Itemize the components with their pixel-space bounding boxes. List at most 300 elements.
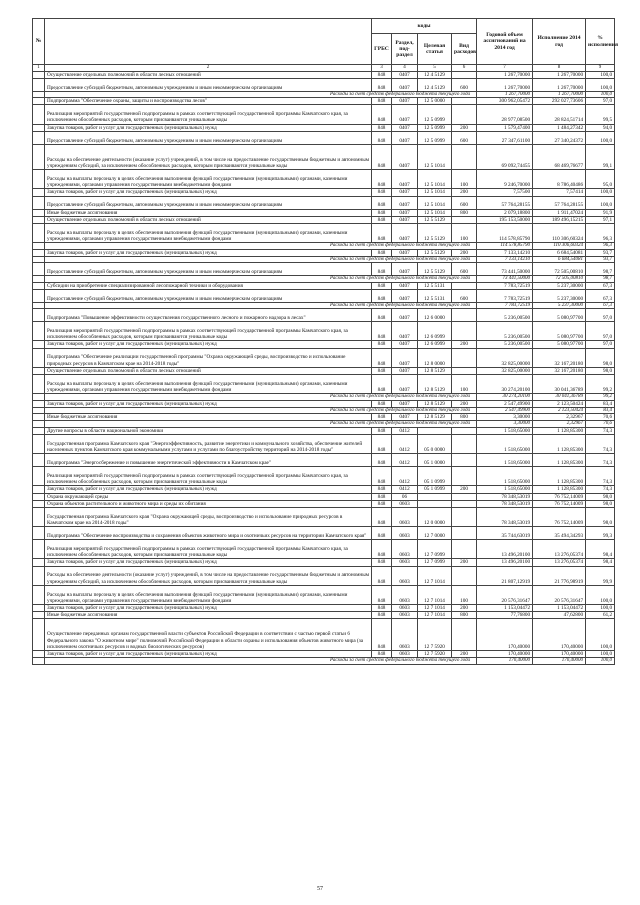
column-number-row	[33, 65, 615, 72]
expense-type-code: 800	[452, 612, 477, 619]
section-code: 0407	[392, 124, 418, 131]
percent-value: 100,0	[586, 71, 615, 78]
percent-value: 94,0	[586, 124, 615, 131]
percent-value: 100,0	[586, 196, 615, 209]
grbs-code: 848	[372, 131, 392, 144]
percent-value: 96,3	[586, 223, 615, 242]
plan-amount: 1 518,65000	[477, 467, 533, 486]
fact-amount: 1 153,04472	[533, 604, 586, 611]
fact-amount: 6 684,54081	[533, 249, 586, 256]
expense-name: Государственная программа Камчатского края "Энергоэффективность, развитие энергетики и коммунального хозяйства, обеспечение жителей населенных пунктов Камчатского края коммунальными услугами и услугами по благоустройству территорий на 2014-2018 годы"	[45, 435, 372, 454]
section-code: 0407	[392, 374, 418, 393]
expense-name: Субсидии на приобретение специализированной лесопожарной техники и оборудования	[45, 282, 372, 289]
fact-amount: 21 776,98919	[533, 566, 586, 585]
page-number: 57	[317, 886, 323, 892]
section-code: 0407	[392, 249, 418, 256]
table-row	[33, 527, 615, 540]
row-num-cell	[33, 507, 45, 526]
target-article-code: 12 7 0000	[418, 527, 452, 540]
target-article-code: 12 7 5920	[418, 650, 452, 657]
col-number: 9	[586, 65, 615, 72]
col-number: 5	[418, 65, 452, 72]
grbs-code: 848	[372, 585, 392, 604]
expense-type-code	[452, 500, 477, 507]
row-num-cell	[33, 348, 45, 367]
target-article-code	[418, 427, 452, 434]
expense-name: Закупка товаров, работ и услуг для государственных (муниципальных) нужд	[45, 124, 372, 131]
expense-type-code	[452, 493, 477, 500]
plan-amount: 35 744,63019	[477, 527, 533, 540]
expense-type-code: 100	[452, 223, 477, 242]
expense-type-code: 600	[452, 263, 477, 276]
row-num-cell	[33, 527, 45, 540]
section-code: 0407	[392, 71, 418, 78]
target-article-code: 12 7 0999	[418, 559, 452, 566]
table-row	[33, 209, 615, 216]
header-num: №	[33, 19, 45, 65]
percent-value: 99,9	[586, 566, 615, 585]
plan-amount: 32 825,00000	[477, 348, 533, 367]
percent-value: 99,5	[586, 105, 615, 124]
table-row	[33, 282, 615, 289]
plan-amount: 3,30000	[477, 414, 533, 421]
note-label: Расходы за счет средств федерального бюджета текущего года	[45, 91, 477, 97]
table-row	[33, 263, 615, 276]
expense-type-code	[452, 309, 477, 322]
plan-amount: 114 578,85790	[477, 223, 533, 242]
plan-amount: 170,40000	[477, 650, 533, 657]
percent-value: 74,3	[586, 435, 615, 454]
plan-amount: 1 267,70000	[477, 91, 533, 97]
table-row	[33, 223, 615, 242]
table-row	[33, 493, 615, 500]
fact-amount: 32 167,20180	[533, 367, 586, 374]
expense-type-code	[452, 427, 477, 434]
percent-value: 93,7	[586, 256, 615, 262]
expense-type-code	[452, 348, 477, 367]
target-article-code: 12 7 1014	[418, 612, 452, 619]
grbs-code: 848	[372, 170, 392, 189]
fact-amount: 35 494,34293	[533, 527, 586, 540]
plan-amount: 27 347,61100	[477, 131, 533, 144]
fact-amount: 1 128,85300	[533, 435, 586, 454]
grbs-code: 848	[372, 196, 392, 209]
plan-amount: 5 236,00500	[477, 309, 533, 322]
percent-value: 98,4	[586, 559, 615, 566]
expense-name: Закупка товаров, работ и услуг для государственных (муниципальных) нужд	[45, 189, 372, 196]
fact-amount: 13 276,05374	[533, 540, 586, 559]
expense-name: Расходы на выплаты персоналу в целях обеспечения выполнения функций государственными (муниципальными) органами, казенными учреждениями, органами управления государственными внебюджетными фондами	[45, 374, 372, 393]
plan-amount: 2 079,18800	[477, 209, 533, 216]
grbs-code: 848	[372, 527, 392, 540]
percent-value: 100,0	[586, 658, 615, 664]
table-row	[33, 540, 615, 559]
fact-amount: 1 128,85300	[533, 467, 586, 486]
expense-name: Предоставление субсидий бюджетным, автономным учреждениям и иным некоммерческим организациям	[45, 263, 372, 276]
grbs-code: 848	[372, 98, 392, 105]
grbs-code: 848	[372, 144, 392, 169]
section-code: 0407	[392, 414, 418, 421]
percent-value: 100,0	[586, 131, 615, 144]
grbs-code: 848	[372, 124, 392, 131]
expense-name: Закупка товаров, работ и услуг для государственных (муниципальных) нужд	[45, 341, 372, 348]
expense-name: Закупка товаров, работ и услуг для государственных (муниципальных) нужд	[45, 249, 372, 256]
grbs-code: 848	[372, 223, 392, 242]
grbs-code: 848	[372, 78, 392, 91]
target-article-code: 12 5 1014	[418, 209, 452, 216]
fact-amount: 5 080,97700	[533, 309, 586, 322]
section-code: 0412	[392, 486, 418, 493]
target-article-code: 12 7 5920	[418, 619, 452, 651]
plan-amount: 30 274,20100	[477, 374, 533, 393]
section-code: 0407	[392, 263, 418, 276]
expense-type-code: 200	[452, 249, 477, 256]
plan-amount: 13 496,20100	[477, 559, 533, 566]
section-code: 0603	[392, 527, 418, 540]
table-row	[33, 400, 615, 407]
percent-value: 98,0	[586, 493, 615, 500]
fact-amount: 5 237,30000	[533, 289, 586, 302]
grbs-code: 848	[372, 427, 392, 434]
expense-name: Реализация мероприятий государственной подпрограммы в рамках соответствующей государственной программы Камчатского края, за исключением обособленных расходов, которым присваиваются уникальные коды	[45, 540, 372, 559]
expense-type-code: 800	[452, 414, 477, 421]
row-num-cell	[33, 124, 45, 131]
expense-name: Охрана окружающей среды	[45, 493, 372, 500]
percent-value: 67,3	[586, 282, 615, 289]
plan-amount: 69 092,74455	[477, 144, 533, 169]
expense-name: Расходы на выплаты персоналу в целях обеспечения выполнения функций государственными (муниципальными) органами, казенными учреждениями, органами управления государственными внебюджетными фондами	[45, 170, 372, 189]
fact-amount: 2,32967	[533, 421, 586, 427]
table-row	[33, 374, 615, 393]
row-num-cell	[33, 500, 45, 507]
percent-value: 98,0	[586, 500, 615, 507]
col-number: 8	[533, 65, 586, 72]
fact-amount: 1 128,85300	[533, 454, 586, 467]
percent-value: 98,0	[586, 348, 615, 367]
target-article-code: 12 7 1014	[418, 585, 452, 604]
table-row	[33, 341, 615, 348]
table-row	[33, 170, 615, 189]
row-num-cell	[33, 71, 45, 78]
grbs-code: 848	[372, 348, 392, 367]
table-row	[33, 348, 615, 367]
grbs-code: 848	[372, 341, 392, 348]
expense-name: Иные бюджетные ассигнования	[45, 612, 372, 619]
grbs-code: 848	[372, 507, 392, 526]
row-num-cell	[33, 322, 45, 341]
section-code: 0412	[392, 454, 418, 467]
fact-amount: 76 752,14009	[533, 493, 586, 500]
target-article-code: 12 8 5129	[418, 374, 452, 393]
percent-value: 100,0	[586, 604, 615, 611]
section-code: 0407	[392, 289, 418, 302]
target-article-code: 12 7 1014	[418, 604, 452, 611]
row-num-cell	[33, 486, 45, 493]
plan-amount: 21 807,12919	[477, 566, 533, 585]
percent-value: 99,3	[586, 527, 615, 540]
percent-value: 99,2	[586, 374, 615, 393]
section-code: 0603	[392, 619, 418, 651]
percent-value: 100,0	[586, 78, 615, 91]
expense-name: Закупка товаров, работ и услуг для государственных (муниципальных) нужд	[45, 650, 372, 657]
target-article-code: 12 5 0999	[418, 105, 452, 124]
row-num-cell	[33, 367, 45, 374]
note-label: Расходы за счет средств федерального бюджета текущего года	[45, 394, 477, 400]
col-number: 1	[33, 65, 45, 72]
percent-value: 95,0	[586, 170, 615, 189]
grbs-code: 848	[372, 414, 392, 421]
expense-name: Подпрограмма "Повышение эффективности осуществления государственного лесного и пожарного надзора в лесах"	[45, 309, 372, 322]
expense-name: Осуществление переданных органам государственной власти субъектов Российской Федерации в соответствии с частью первой статьи 6 Федерального закона "О животном мире" полномочий Российской Федерации в области охраны и использования объектов животного мира (за исключением охотничьих ресурсов и водных биологических ресурсов)	[45, 619, 372, 651]
expense-type-code	[452, 367, 477, 374]
plan-amount: 2 547,49900	[477, 400, 533, 407]
target-article-code: 12 5 5131	[418, 289, 452, 302]
grbs-code: 848	[372, 619, 392, 651]
target-article-code: 12 5 1014	[418, 196, 452, 209]
row-num-cell	[33, 249, 45, 256]
plan-amount: 170,40000	[477, 619, 533, 651]
col-number: 6	[452, 65, 477, 72]
table-row	[33, 144, 615, 169]
fact-amount: 170,40000	[533, 650, 586, 657]
row-num-cell	[33, 189, 45, 196]
target-article-code: 12 5 0999	[418, 124, 452, 131]
target-article-code: 05 1 0000	[418, 454, 452, 467]
fact-amount: 189 496,15215	[533, 216, 586, 223]
row-num-cell	[33, 658, 45, 664]
note-label: Расходы за счет средств федерального бюджета текущего года	[45, 256, 477, 262]
row-num-cell	[33, 400, 45, 407]
percent-value: 100,0	[586, 650, 615, 657]
expense-name: Подпрограмма "Обеспечение реализации государственной программы "Охрана окружающей среды, воспроизводство и использование природных ресурсов в Камчатском крае на 2014-2018 годы"	[45, 348, 372, 367]
target-article-code: 12 0 0000	[418, 507, 452, 526]
target-article-code	[418, 500, 452, 507]
expense-type-code: 200	[452, 124, 477, 131]
percent-value: 74,3	[586, 486, 615, 493]
grbs-code: 848	[372, 216, 392, 223]
expense-name: Осуществление отдельных полномочий в области лесных отношений	[45, 216, 372, 223]
note-label: Расходы за счет средств федерального бюджета текущего года	[45, 421, 477, 427]
section-code: 0603	[392, 540, 418, 559]
expense-name: Закупка товаров, работ и услуг для государственных (муниципальных) нужд	[45, 559, 372, 566]
fact-amount: 30 041,36789	[533, 394, 586, 400]
fact-amount: 47,62800	[533, 612, 586, 619]
expense-type-code	[452, 71, 477, 78]
expense-name: Предоставление субсидий бюджетным, автономным учреждениям и иным некоммерческим организациям	[45, 196, 372, 209]
section-code: 0603	[392, 507, 418, 526]
row-num-cell	[33, 559, 45, 566]
plan-amount: 7 783,72519	[477, 302, 533, 308]
expense-type-code	[452, 144, 477, 169]
target-article-code: 12 8 0000	[418, 348, 452, 367]
note-label: Расходы за счет средств федерального бюджета текущего года	[45, 302, 477, 308]
fact-amount: 2 123,50424	[533, 407, 586, 413]
section-code: 0407	[392, 322, 418, 341]
expense-name: Предоставление субсидий бюджетным, автономным учреждениям и иным некоммерческим организациям	[45, 289, 372, 302]
expense-name: Иные бюджетные ассигнования	[45, 414, 372, 421]
expense-type-code: 200	[452, 189, 477, 196]
row-num-cell	[33, 170, 45, 189]
section-code: 0407	[392, 170, 418, 189]
fact-amount: 7,57414	[533, 189, 586, 196]
fact-amount: 30 041,36789	[533, 374, 586, 393]
grbs-code: 848	[372, 604, 392, 611]
row-num-cell	[33, 585, 45, 604]
section-code: 0603	[392, 500, 418, 507]
plan-amount: 9 246,70000	[477, 170, 533, 189]
grbs-code: 848	[372, 71, 392, 78]
fact-amount: 5 080,97700	[533, 341, 586, 348]
table-row	[33, 249, 615, 256]
row-num-cell	[33, 619, 45, 651]
grbs-code: 848	[372, 454, 392, 467]
table-row	[33, 216, 615, 223]
percent-value: 98,4	[586, 540, 615, 559]
grbs-code: 848	[372, 289, 392, 302]
row-num-cell	[33, 467, 45, 486]
fact-amount: 5 237,30000	[533, 282, 586, 289]
grbs-code: 848	[372, 374, 392, 393]
grbs-code: 848	[372, 566, 392, 585]
row-num-cell	[33, 289, 45, 302]
plan-amount: 1 518,65000	[477, 454, 533, 467]
table-row	[33, 289, 615, 302]
section-code: 0603	[392, 585, 418, 604]
grbs-code: 848	[372, 559, 392, 566]
expense-type-code: 200	[452, 341, 477, 348]
grbs-code: 848	[372, 467, 392, 486]
section-code: 0603	[392, 566, 418, 585]
table-row	[33, 309, 615, 322]
percent-value: 91,9	[586, 209, 615, 216]
row-num-cell	[33, 435, 45, 454]
plan-amount: 1 267,70000	[477, 78, 533, 91]
fact-amount: 57 764,28155	[533, 196, 586, 209]
table-row	[33, 427, 615, 434]
target-article-code: 12 5 0999	[418, 131, 452, 144]
section-code: 0407	[392, 341, 418, 348]
expense-name: Расходы на обеспечение деятельности (оказание услуг) учреждений, в том числе на предоставление государственным бюджетным и автономным учреждениям субсидий, за исключением обособленных расходов, которым присваиваются уникальные коды	[45, 566, 372, 585]
col-number: 3	[372, 65, 392, 72]
expense-type-code: 600	[452, 131, 477, 144]
section-code: 0407	[392, 223, 418, 242]
expense-name: Другие вопросы в области национальной экономики	[45, 427, 372, 434]
row-num-cell	[33, 78, 45, 91]
percent-value: 97,1	[586, 216, 615, 223]
fact-amount: 1 128,85300	[533, 427, 586, 434]
percent-value: 100,0	[586, 585, 615, 604]
target-article-code: 12 4 5129	[418, 71, 452, 78]
plan-amount: 28 977,08500	[477, 105, 533, 124]
row-num-cell	[33, 196, 45, 209]
row-num-cell	[33, 604, 45, 611]
fact-amount: 110 306,60324	[533, 243, 586, 249]
expense-type-code: 200	[452, 559, 477, 566]
grbs-code: 848	[372, 367, 392, 374]
row-num-cell	[33, 454, 45, 467]
fact-amount: 5 237,30000	[533, 302, 586, 308]
grbs-code: 848	[372, 650, 392, 657]
percent-value: 99,1	[586, 144, 615, 169]
grbs-code: 848	[372, 540, 392, 559]
section-code: 0407	[392, 282, 418, 289]
fact-amount: 72 505,00810	[533, 263, 586, 276]
target-article-code: 12 4 5129	[418, 78, 452, 91]
fact-amount: 1 267,70000	[533, 91, 586, 97]
table-row	[33, 619, 615, 651]
plan-amount: 1 579,47400	[477, 124, 533, 131]
fact-amount: 76 752,14009	[533, 500, 586, 507]
plan-amount: 300 962,05472	[477, 98, 533, 105]
table-body	[33, 71, 615, 664]
row-num-cell	[33, 216, 45, 223]
section-code: 0603	[392, 650, 418, 657]
expense-type-code	[452, 98, 477, 105]
target-article-code: 12 5 1014	[418, 170, 452, 189]
table-row	[33, 196, 615, 209]
fact-amount: 2 123,50424	[533, 400, 586, 407]
expense-name: Предоставление субсидий бюджетным, автономным учреждениям и иным некоммерческим организациям	[45, 78, 372, 91]
fact-amount: 1 911,47024	[533, 209, 586, 216]
percent-value: 98,0	[586, 507, 615, 526]
grbs-code: 848	[372, 249, 392, 256]
expense-type-code: 200	[452, 400, 477, 407]
expense-type-code: 600	[452, 289, 477, 302]
section-code: 0407	[392, 196, 418, 209]
expense-name: Иные бюджетные ассигнования	[45, 209, 372, 216]
fact-amount: 8 786,40486	[533, 170, 586, 189]
fact-amount: 13 276,05374	[533, 559, 586, 566]
plan-amount: 5 236,00500	[477, 322, 533, 341]
expense-type-code: 800	[452, 209, 477, 216]
expense-name: Подпрограмма "Обеспечение воспроизводства и сохранения объектов животного мира и охотничьих ресурсов на территории Камчатского края"	[45, 527, 372, 540]
expense-type-code	[452, 435, 477, 454]
section-code: 0603	[392, 604, 418, 611]
percent-value: 67,3	[586, 302, 615, 308]
percent-value: 93,7	[586, 249, 615, 256]
percent-value: 74,3	[586, 454, 615, 467]
expense-name: Закупка товаров, работ и услуг для государственных (муниципальных) нужд	[45, 604, 372, 611]
target-article-code: 12 5 1014	[418, 189, 452, 196]
percent-value: 98,7	[586, 276, 615, 282]
table-row	[33, 559, 615, 566]
percent-value: 100,0	[586, 189, 615, 196]
section-code: 0407	[392, 348, 418, 367]
row-num-cell	[33, 612, 45, 619]
grbs-code: 848	[372, 263, 392, 276]
percent-value: 98,7	[586, 263, 615, 276]
plan-amount: 30 274,20100	[477, 394, 533, 400]
percent-value: 83,4	[586, 400, 615, 407]
row-num-cell	[33, 105, 45, 124]
header-grbs: ГРБС	[372, 34, 392, 65]
section-code: 0407	[392, 400, 418, 407]
expense-type-code: 200	[452, 486, 477, 493]
expense-type-code: 200	[452, 604, 477, 611]
fact-amount: 110 306,60324	[533, 223, 586, 242]
target-article-code: 12 8 5129	[418, 367, 452, 374]
percent-value: 97,0	[586, 341, 615, 348]
grbs-code: 848	[372, 322, 392, 341]
plan-amount: 57 764,28155	[477, 196, 533, 209]
plan-amount: 78 348,53019	[477, 493, 533, 500]
table-row	[33, 500, 615, 507]
expense-type-code: 600	[452, 78, 477, 91]
expense-type-code	[452, 467, 477, 486]
header-pct: % исполнения	[586, 19, 615, 65]
expense-type-code	[452, 105, 477, 124]
plan-amount: 77,76800	[477, 612, 533, 619]
